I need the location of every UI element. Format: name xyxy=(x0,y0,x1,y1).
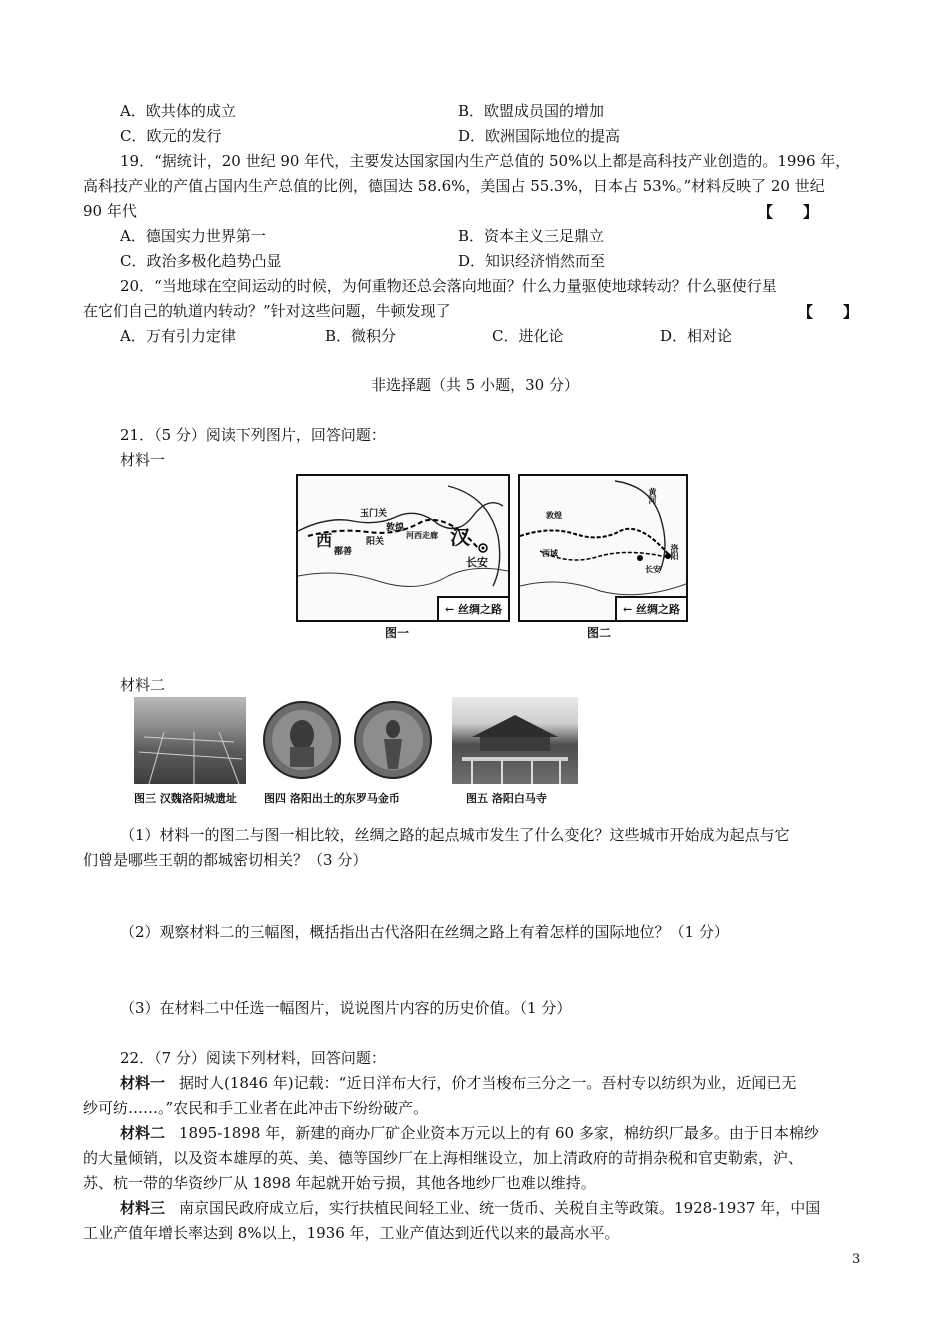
q19-option-d: D．知识经济悄然而至 xyxy=(458,252,606,270)
q22-intro: 22．（7 分）阅读下列材料，回答问题： xyxy=(120,1049,386,1067)
q22-material3-line2: 工业产值年增长率达到 8%以上，1936 年，工业产值达到近代以来的最高水平。 xyxy=(83,1224,620,1242)
map1-label-shanshan: 鄯善 xyxy=(334,547,353,557)
map1-caption: 图一 xyxy=(385,626,410,640)
q18-option-d: D．欧洲国际地位的提高 xyxy=(458,127,621,145)
q19-stem-line2: 高科技产业的产值占国内生产总值的比例，德国达 58.6%，美国占 55.3%，日本占 53%。”材料反映了 20 世纪 xyxy=(83,177,825,195)
q22-material2-line1 xyxy=(120,1123,819,1143)
silk-road-map-1 xyxy=(296,474,510,622)
map1-legend: ← 丝绸之路 xyxy=(437,596,508,620)
q22-material2-line2: 的大量倾销，以及资本雄厚的英、美、德等国纱厂在上海相继设立，加上清政府的苛捐杂税和官吏勒索，沪、 xyxy=(83,1149,804,1167)
map1-label-yangguan: 阳关 xyxy=(366,537,385,547)
ruins-photo-drawing xyxy=(134,697,246,784)
q20-answer-bracket: 【 】 xyxy=(798,303,859,321)
map1-label-changan: 长安 xyxy=(466,556,488,569)
q19-answer-bracket: 【 】 xyxy=(758,203,819,221)
q20-option-c: C．进化论 xyxy=(492,327,564,345)
map1-label-han: 汉 xyxy=(450,525,470,549)
q19-stem-line1: 19．“据统计，20 世纪 90 年代，主要发达国家国内生产总值的 50%以上都是高科技产业创造的。1996 年， xyxy=(120,152,851,170)
map2-label-changan: 长安 xyxy=(645,564,661,574)
q20-stem-line2: 在它们自己的轨道内转动？”针对这些问题，牛顿发现了 xyxy=(83,302,451,320)
q22-material3-line1 xyxy=(120,1198,820,1218)
q22-material1-line1 xyxy=(120,1073,796,1093)
map2-label-huanghe: 黄河 xyxy=(648,488,658,504)
q19-stem-line3: 90 年代 xyxy=(83,202,137,220)
fig5-caption: 图五 洛阳白马寺 xyxy=(466,792,547,805)
q20-option-b: B．微积分 xyxy=(325,327,397,345)
q22-material1-line2: 纱可纺……。”农民和手工业者在此冲击下纷纷破产。 xyxy=(83,1099,429,1117)
q22-material2-label: 材料二 xyxy=(120,1124,166,1142)
temple-photo-drawing xyxy=(452,697,578,784)
map1-label-hexi: 河西走廊 xyxy=(406,530,438,540)
q20-option-a: A．万有引力定律 xyxy=(120,327,236,345)
q22-material3-text1: 南京国民政府成立后，实行扶植民间轻工业、统一货币、关税自主等政策。1928-1937 年，中国 xyxy=(179,1199,821,1217)
q19-option-b: B．资本主义三足鼎立 xyxy=(458,227,605,245)
page-number: 3 xyxy=(852,1252,861,1267)
coin-photo-drawing xyxy=(262,697,434,784)
q21-sub2: （2）观察材料二的三幅图，概括指出古代洛阳在丝绸之路上有着怎样的国际地位？（1 分） xyxy=(120,923,729,941)
q21-material2-label: 材料二 xyxy=(120,676,166,694)
white-horse-temple-photo xyxy=(452,697,578,784)
luoyang-ruins-photo xyxy=(134,697,246,784)
fig3-caption: 图三 汉魏洛阳城遗址 xyxy=(134,792,237,805)
q22-material2-line3: 苏、杭一带的华资纱厂从 1898 年起就开始亏损，其他各地纱厂也难以维持。 xyxy=(83,1174,596,1192)
section-title: 非选择题（共 5 小题，30 分） xyxy=(371,376,579,394)
q18-option-a: A．欧共体的成立 xyxy=(120,102,236,120)
q21-material1-label: 材料一 xyxy=(120,451,166,469)
q22-material3-label: 材料三 xyxy=(120,1199,166,1217)
q21-sub1-line2: 们曾是哪些王朝的都城密切相关？（3 分） xyxy=(83,851,368,869)
map2-caption: 图二 xyxy=(587,626,612,640)
q20-option-d: D．相对论 xyxy=(660,327,733,345)
map1-label-xi: 西 xyxy=(316,531,333,550)
q21-sub1-line1: （1）材料一的图二与图一相比较，丝绸之路的起点城市发生了什么变化？这些城市开始成为起点与它 xyxy=(120,826,790,844)
map2-label-xiyu: 西域 xyxy=(542,548,558,558)
q18-option-c: C．欧元的发行 xyxy=(120,127,222,145)
map1-label-dunhuang: 敦煌 xyxy=(386,523,405,533)
map2-label-luoyang: 洛阳 xyxy=(670,544,680,560)
q21-intro: 21．（5 分）阅读下列图片，回答问题： xyxy=(120,426,386,444)
q19-option-a: A．德国实力世界第一 xyxy=(120,227,266,245)
map2-legend: ← 丝绸之路 xyxy=(615,596,686,620)
q22-material2-text1: 1895-1898 年，新建的商办厂矿企业资本万元以上的有 60 多家，棉纺织厂最多。由于日本棉纱 xyxy=(179,1124,819,1142)
roman-coin-photo xyxy=(262,697,434,784)
map1-label-yumenguan: 玉门关 xyxy=(360,509,388,519)
silk-road-map-2 xyxy=(518,474,688,622)
q22-material1-text1: 据时人(1846 年)记载：“近日洋布大行，价才当梭布三分之一。吾村专以纺织为业，近闻已无 xyxy=(179,1074,797,1092)
q22-material1-label: 材料一 xyxy=(120,1074,166,1092)
q19-option-c: C．政治多极化趋势凸显 xyxy=(120,252,282,270)
q20-stem-line1: 20．“当地球在空间运动的时候，为何重物还总会落向地面？什么力量驱使地球转动？什么驱使行星 xyxy=(120,277,777,295)
fig4-caption: 图四 洛阳出土的东罗马金币 xyxy=(264,792,400,805)
q18-option-b: B．欧盟成员国的增加 xyxy=(458,102,605,120)
map2-label-dunhuang: 敦煌 xyxy=(546,510,562,520)
q21-sub3: （3）在材料二中任选一幅图片，说说图片内容的历史价值。（1 分） xyxy=(120,999,572,1017)
